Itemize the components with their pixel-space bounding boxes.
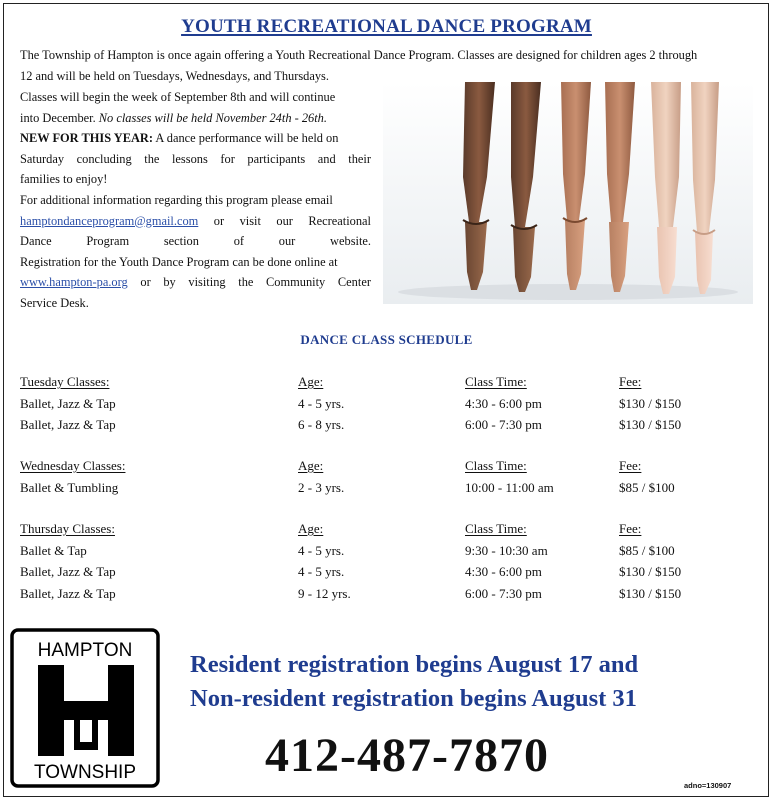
logo-bottom-text: TOWNSHIP (33, 762, 137, 783)
class-age: 4 - 5 yrs. (298, 395, 345, 411)
word: Dance (20, 234, 52, 249)
class-time: 6:00 - 7:30 pm (465, 585, 542, 601)
word: visiting (188, 275, 226, 290)
class-fee: $85 / $100 (619, 479, 675, 495)
class-time: 4:30 - 6:00 pm (465, 564, 542, 579)
word: for (220, 151, 235, 166)
end-date-line (20, 108, 371, 129)
fee-heading: Fee: (619, 521, 642, 536)
ad-number: adno=130907 (684, 781, 732, 790)
class-time: 6:00 - 7:30 pm (465, 417, 542, 432)
word: concluding (76, 151, 132, 166)
word: section (163, 234, 199, 249)
word: and (317, 151, 336, 166)
class-fee: $130 / $150 (619, 417, 682, 432)
info-line: For additional information regarding this program please email (20, 192, 333, 207)
program-description (20, 87, 371, 314)
page-title: YOUTH RECREATIONAL DANCE PROGRAM (181, 16, 592, 37)
word: their (348, 151, 371, 166)
tuesday-classes-heading: Tuesday Classes: (20, 374, 110, 389)
word: Saturday (20, 151, 65, 166)
new-this-year-line (20, 128, 371, 149)
wednesday-schedule (20, 455, 760, 498)
schedule-title: DANCE CLASS SCHEDULE (300, 332, 473, 347)
no-class-notice: No classes will be held November 24th - 26th. (98, 110, 327, 125)
word: by (163, 275, 176, 290)
class-time-heading: Class Time: (465, 458, 527, 473)
class-age: 6 - 8 yrs. (298, 417, 345, 432)
age-heading: Age: (298, 458, 324, 473)
class-time-heading: Class Time: (465, 521, 527, 536)
registration-online-line: Registration for the Youth Dance Program can be done online at (20, 254, 338, 269)
logo-graphic (10, 628, 160, 788)
class-fee: $130 / $150 (619, 395, 682, 411)
class-name: Ballet, Jazz & Tap (20, 564, 116, 579)
table-header-row (20, 518, 760, 540)
word: or (140, 275, 151, 290)
pointe-shoes-photo (383, 82, 753, 304)
word: our (276, 213, 293, 228)
email-line (20, 211, 371, 232)
logo-top-text: HAMPTON (37, 640, 133, 661)
website-link[interactable]: www.hampton-pa.org (20, 275, 128, 290)
performance-line (20, 149, 371, 170)
table-header-row (20, 371, 760, 393)
website-line (20, 231, 371, 252)
class-age: 4 - 5 yrs. (298, 542, 345, 558)
age-heading: Age: (298, 374, 324, 389)
class-time: 4:30 - 6:00 pm (465, 395, 542, 411)
class-age: 9 - 12 yrs. (298, 585, 351, 601)
table-header-row (20, 455, 760, 477)
word: Program (86, 234, 130, 249)
class-time-heading: Class Time: (465, 374, 527, 389)
word: our (278, 234, 296, 249)
new-this-year-label: NEW FOR THIS YEAR: (20, 131, 153, 146)
pointe-shoes-illustration (383, 82, 753, 304)
thursday-schedule (20, 518, 760, 604)
age-heading: Age: (298, 521, 324, 536)
non-resident-registration: Non-resident registration begins August 31 (190, 685, 637, 712)
word: the (144, 151, 160, 166)
word: of (233, 234, 245, 249)
class-time: 10:00 - 11:00 am (465, 479, 554, 495)
word: participants (247, 151, 306, 166)
fee-heading: Fee: (619, 458, 642, 473)
class-fee: $85 / $100 (619, 542, 675, 558)
word: website. (330, 234, 371, 249)
table-row (20, 393, 760, 415)
intro-line-1: The Township of Hampton is once again offering a Youth Recreational Dance Program. Classes are designed for children ages 2 through (20, 48, 698, 62)
class-age: 2 - 3 yrs. (298, 479, 345, 495)
word: or (213, 213, 225, 228)
thursday-classes-heading: Thursday Classes: (20, 521, 115, 536)
table-row (20, 414, 760, 436)
class-name: Ballet, Jazz & Tap (20, 585, 116, 601)
class-name: Ballet, Jazz & Tap (20, 395, 116, 411)
table-row (20, 477, 760, 499)
class-name: Ballet & Tumbling (20, 479, 119, 495)
class-age: 4 - 5 yrs. (298, 564, 345, 579)
resident-registration: Resident registration begins August 17 and (190, 651, 639, 678)
class-fee: $130 / $150 (619, 564, 682, 579)
table-row (20, 583, 760, 605)
families-line: families to enjoy! (20, 172, 108, 187)
website-link-line (20, 272, 371, 293)
service-desk-line: Service Desk. (20, 295, 89, 310)
table-row (20, 540, 760, 562)
registration-notice (190, 648, 750, 716)
fee-heading: Fee: (619, 374, 642, 389)
class-name: Ballet & Tap (20, 542, 87, 558)
class-name: Ballet, Jazz & Tap (20, 417, 116, 432)
word: Community (266, 275, 326, 290)
wednesday-classes-heading: Wednesday Classes: (20, 458, 126, 473)
class-fee: $130 / $150 (619, 585, 682, 601)
email-link[interactable]: hamptondanceprogram@gmail.com (20, 213, 199, 228)
new-this-year-text: A dance performance will be held on (153, 131, 339, 146)
phone-number: 412-487-7870 (265, 729, 549, 782)
end-date-text: into December. (20, 110, 99, 125)
word: lessons (171, 151, 208, 166)
hampton-township-logo (10, 628, 160, 788)
word: Center (337, 275, 371, 290)
tuesday-schedule (20, 371, 760, 436)
intro-line-2: 12 and will be held on Tuesdays, Wednesdays, and Thursdays. (20, 68, 329, 83)
intro-text (20, 45, 755, 86)
start-date-line: Classes will begin the week of September 8th and will continue (20, 90, 336, 104)
word: the (238, 275, 254, 290)
word: Recreational (308, 213, 371, 228)
class-time: 9:30 - 10:30 am (465, 542, 548, 558)
table-row (20, 561, 760, 583)
word: visit (239, 213, 261, 228)
